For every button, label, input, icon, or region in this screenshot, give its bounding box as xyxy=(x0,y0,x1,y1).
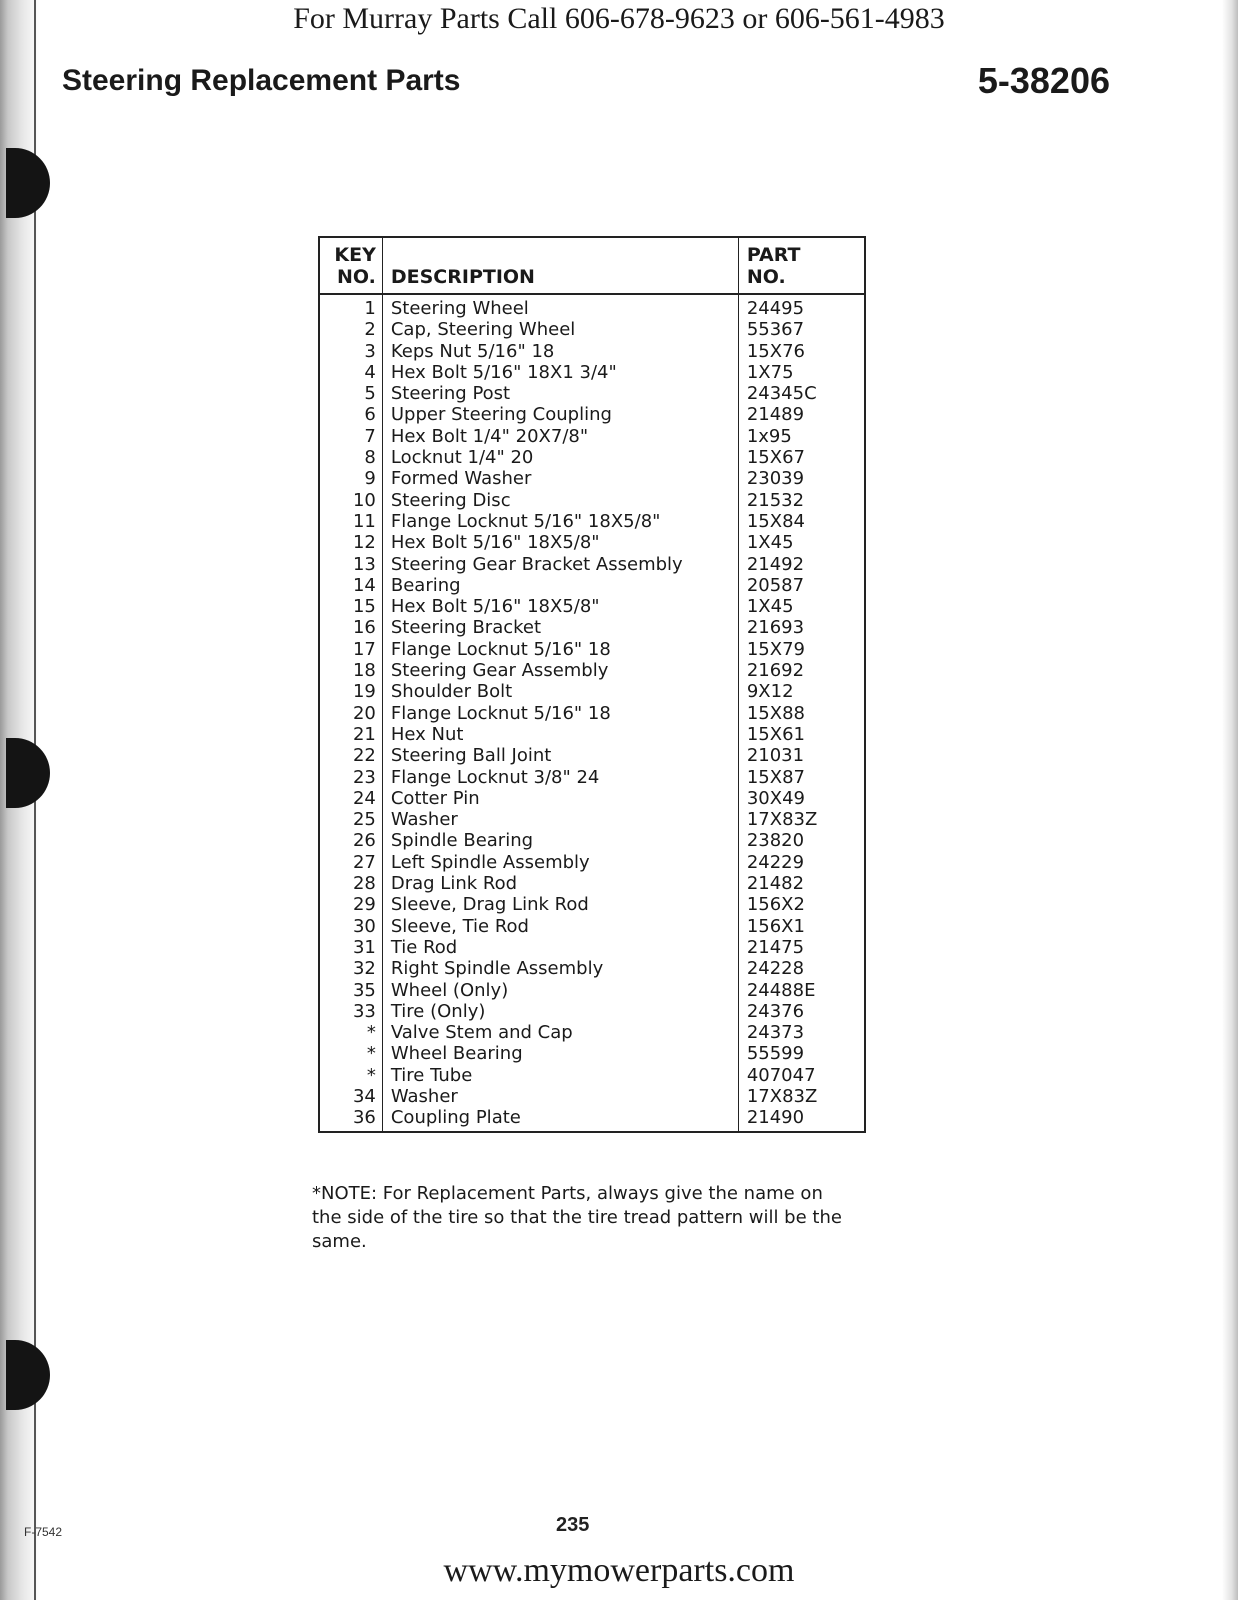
part-no-cell: 17X83Z xyxy=(746,809,818,831)
table-row xyxy=(319,404,865,425)
part-no-cell: 21692 xyxy=(746,660,805,682)
part-no-cell: 156X2 xyxy=(746,894,805,916)
description-cell: Steering Disc xyxy=(382,490,738,511)
table-row xyxy=(319,958,865,979)
part-no-cell: 24488E xyxy=(746,979,816,1001)
part-no-cell: 23820 xyxy=(746,830,805,852)
description-cell: Flange Locknut 5/16" 18 xyxy=(382,639,738,660)
table-row xyxy=(319,937,865,958)
description-cell: Hex Bolt 5/16" 18X1 3/4" xyxy=(382,362,738,383)
description-cell: Drag Link Rod xyxy=(382,873,738,894)
table-row xyxy=(319,1086,865,1107)
part-no-cell: 17X83Z xyxy=(746,1085,818,1107)
description-cell: Hex Bolt 5/16" 18X5/8" xyxy=(382,596,738,617)
description-cell: Tie Rod xyxy=(382,937,738,958)
key-no-cell: 25 xyxy=(319,809,382,830)
key-no-cell: 34 xyxy=(319,1086,382,1107)
description-cell: Locknut 1/4" 20 xyxy=(382,447,738,468)
part-no-cell: 20587 xyxy=(746,574,805,596)
description-cell: Sleeve, Drag Link Rod xyxy=(382,894,738,915)
description-cell: Washer xyxy=(382,809,738,830)
table-row xyxy=(319,873,865,894)
key-no-cell: 11 xyxy=(319,511,382,532)
table-row xyxy=(319,660,865,681)
form-number: F-7542 xyxy=(24,1525,63,1539)
part-no-cell: 15X76 xyxy=(746,340,805,362)
key-no-cell: 12 xyxy=(319,532,382,553)
table-row xyxy=(319,767,865,788)
part-no-cell: 24229 xyxy=(746,851,805,873)
page-title: Steering Replacement Parts xyxy=(62,64,461,97)
table-row xyxy=(319,447,865,468)
part-no-cell: 21492 xyxy=(746,553,805,575)
part-no-cell: 1X45 xyxy=(746,532,794,554)
table-row xyxy=(319,916,865,937)
key-no-cell: * xyxy=(319,1043,382,1064)
part-no-cell: 21031 xyxy=(746,745,805,767)
punch-hole-bottom xyxy=(6,1340,50,1410)
table-row xyxy=(319,362,865,383)
key-no-cell: 35 xyxy=(319,980,382,1001)
key-no-cell: 5 xyxy=(319,383,382,404)
table-row xyxy=(319,980,865,1001)
key-no-cell: 18 xyxy=(319,660,382,681)
page-number: 235 xyxy=(556,1514,590,1536)
part-no-cell: 1x95 xyxy=(746,425,792,447)
key-no-cell: 26 xyxy=(319,830,382,851)
part-no-cell: 23039 xyxy=(746,468,805,490)
description-cell: Cap, Steering Wheel xyxy=(382,319,738,340)
table-row xyxy=(319,703,865,724)
part-no-cell: 30X49 xyxy=(746,787,805,809)
description-cell: Bearing xyxy=(382,575,738,596)
description-cell: Tire Tube xyxy=(382,1065,738,1086)
part-no-cell: 21475 xyxy=(746,936,805,958)
table-row xyxy=(319,341,865,362)
table-row xyxy=(319,490,865,511)
parts-table-body xyxy=(319,294,865,1132)
table-row xyxy=(319,830,865,851)
table-row xyxy=(319,639,865,660)
key-no-cell: 19 xyxy=(319,681,382,702)
parts-phone-header: For Murray Parts Call 606-678-9623 or 606-561-4983 xyxy=(293,2,945,35)
key-no-cell: 33 xyxy=(319,1001,382,1022)
description-cell: Keps Nut 5/16" 18 xyxy=(382,341,738,362)
description-cell: Flange Locknut 5/16" 18X5/8" xyxy=(382,511,738,532)
description-cell: Valve Stem and Cap xyxy=(382,1022,738,1043)
key-no-header xyxy=(319,237,382,294)
table-row xyxy=(319,511,865,532)
key-no-cell: 36 xyxy=(319,1107,382,1131)
key-no-cell: 20 xyxy=(319,703,382,724)
key-no-cell: 1 xyxy=(319,294,382,319)
footer-url: www.mymowerparts.com xyxy=(443,1552,795,1589)
part-no-cell: 24228 xyxy=(746,958,805,980)
part-no-cell: 21489 xyxy=(746,404,805,426)
key-no-cell: 6 xyxy=(319,404,382,425)
table-row xyxy=(319,617,865,638)
page-right-edge xyxy=(1222,0,1238,1600)
part-header-line2: NO. xyxy=(746,266,786,288)
replacement-note: *NOTE: For Replacement Parts, always give the name on the side of the tire so that the tire tread pattern will be the same. xyxy=(312,1183,842,1252)
part-no-cell: 15X84 xyxy=(746,510,805,532)
key-no-cell: 14 xyxy=(319,575,382,596)
key-no-cell: 29 xyxy=(319,894,382,915)
description-cell: Steering Gear Assembly xyxy=(382,660,738,681)
key-no-cell: 24 xyxy=(319,788,382,809)
key-no-cell: 7 xyxy=(319,426,382,447)
table-row xyxy=(319,468,865,489)
table-row xyxy=(319,1065,865,1086)
description-cell: Steering Gear Bracket Assembly xyxy=(382,554,738,575)
part-header-line1: PART xyxy=(746,244,801,266)
description-cell: Spindle Bearing xyxy=(382,830,738,851)
part-no-cell: 15X79 xyxy=(746,638,805,660)
key-no-cell: 13 xyxy=(319,554,382,575)
table-row xyxy=(319,554,865,575)
description-cell: Flange Locknut 3/8" 24 xyxy=(382,767,738,788)
key-header-line1: KEY xyxy=(334,244,376,266)
description-cell: Sleeve, Tie Rod xyxy=(382,916,738,937)
key-header-line2: NO. xyxy=(337,266,376,288)
key-no-cell: 31 xyxy=(319,937,382,958)
part-no-cell: 156X1 xyxy=(746,915,805,937)
description-cell: Hex Nut xyxy=(382,724,738,745)
key-no-cell: * xyxy=(319,1022,382,1043)
part-no-cell: 15X67 xyxy=(746,447,805,469)
description-cell: Tire (Only) xyxy=(382,1001,738,1022)
description-cell: Shoulder Bolt xyxy=(382,681,738,702)
key-no-cell: 16 xyxy=(319,617,382,638)
description-cell: Hex Bolt 1/4" 20X7/8" xyxy=(382,426,738,447)
part-no-cell: 24495 xyxy=(746,298,805,319)
table-row xyxy=(319,724,865,745)
part-no-cell: 1X45 xyxy=(746,596,794,618)
table-row xyxy=(319,596,865,617)
part-no-cell: 55367 xyxy=(746,319,805,341)
description-cell: Coupling Plate xyxy=(382,1107,738,1131)
key-no-cell: 9 xyxy=(319,468,382,489)
part-no-cell: 21482 xyxy=(746,873,805,895)
part-no-cell: 1X75 xyxy=(746,361,794,383)
key-no-cell: 8 xyxy=(319,447,382,468)
punch-hole-top xyxy=(6,148,50,218)
part-no-header xyxy=(738,237,865,294)
table-row xyxy=(319,383,865,404)
table-row xyxy=(319,788,865,809)
table-row xyxy=(319,1001,865,1022)
part-no-cell: 21490 xyxy=(746,1107,805,1129)
part-no-cell: 15X61 xyxy=(746,723,805,745)
key-no-cell: 15 xyxy=(319,596,382,617)
description-header: DESCRIPTION xyxy=(382,237,738,294)
part-no-cell: 9X12 xyxy=(746,681,794,703)
key-no-cell: 17 xyxy=(319,639,382,660)
key-no-cell: 30 xyxy=(319,916,382,937)
key-no-cell: 23 xyxy=(319,767,382,788)
part-no-cell: 24373 xyxy=(746,1022,805,1044)
key-no-cell: * xyxy=(319,1065,382,1086)
description-cell: Hex Bolt 5/16" 18X5/8" xyxy=(382,532,738,553)
description-cell: Washer xyxy=(382,1086,738,1107)
part-no-cell: 24376 xyxy=(746,1000,805,1022)
key-no-cell: 21 xyxy=(319,724,382,745)
description-cell: Left Spindle Assembly xyxy=(382,852,738,873)
key-no-cell: 32 xyxy=(319,958,382,979)
table-row xyxy=(319,681,865,702)
description-cell: Formed Washer xyxy=(382,468,738,489)
description-cell: Right Spindle Assembly xyxy=(382,958,738,979)
description-cell: Cotter Pin xyxy=(382,788,738,809)
description-cell: Upper Steering Coupling xyxy=(382,404,738,425)
key-no-cell: 3 xyxy=(319,341,382,362)
key-no-cell: 22 xyxy=(319,745,382,766)
table-row xyxy=(319,575,865,596)
table-row xyxy=(319,532,865,553)
key-no-cell: 2 xyxy=(319,319,382,340)
key-no-cell: 10 xyxy=(319,490,382,511)
table-row xyxy=(319,852,865,873)
table-row xyxy=(319,319,865,340)
table-row xyxy=(319,745,865,766)
table-header-row xyxy=(319,237,865,294)
part-no-cell: 21693 xyxy=(746,617,805,639)
model-number: 5-38206 xyxy=(977,60,1110,101)
table-row xyxy=(319,1022,865,1043)
table-row xyxy=(319,426,865,447)
part-no-cell: 24345C xyxy=(746,383,817,405)
table-row xyxy=(319,1043,865,1064)
description-cell: Steering Post xyxy=(382,383,738,404)
description-cell: Steering Bracket xyxy=(382,617,738,638)
key-no-cell: 27 xyxy=(319,852,382,873)
punch-hole-middle xyxy=(6,738,50,808)
description-cell: Steering Ball Joint xyxy=(382,745,738,766)
description-cell: Wheel (Only) xyxy=(382,980,738,1001)
part-no-cell: 407047 xyxy=(746,1064,816,1086)
part-no-cell: 15X88 xyxy=(746,702,805,724)
table-row xyxy=(319,809,865,830)
description-cell: Steering Wheel xyxy=(382,294,738,319)
part-no-cell: 55599 xyxy=(746,1043,805,1065)
table-row xyxy=(319,294,865,319)
description-cell: Wheel Bearing xyxy=(382,1043,738,1064)
table-row xyxy=(319,1107,865,1131)
table-row xyxy=(319,894,865,915)
key-no-cell: 28 xyxy=(319,873,382,894)
part-no-cell: 21532 xyxy=(746,489,805,511)
part-no-cell: 15X87 xyxy=(746,766,805,788)
description-cell: Flange Locknut 5/16" 18 xyxy=(382,703,738,724)
key-no-cell: 4 xyxy=(319,362,382,383)
parts-table xyxy=(318,236,866,1133)
